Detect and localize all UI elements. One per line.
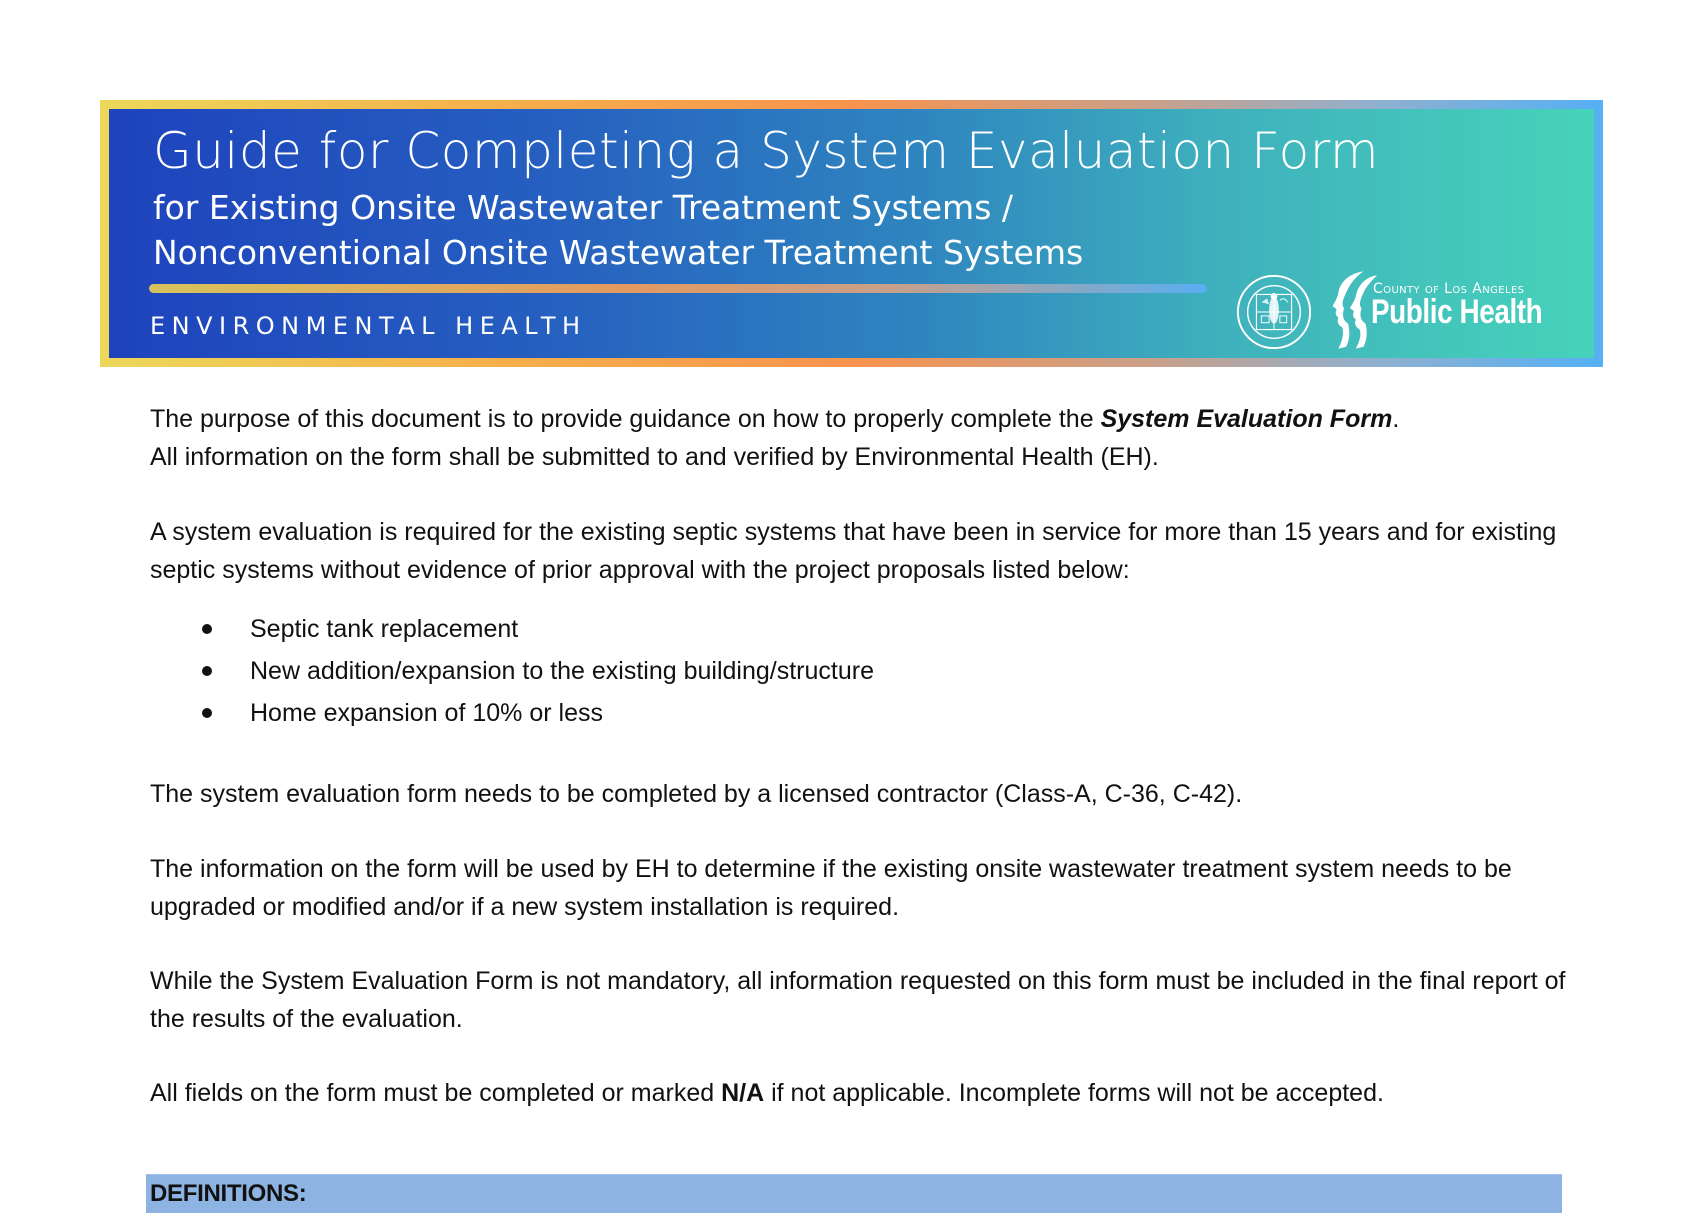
banner-panel	[109, 109, 1594, 358]
definitions-section-header	[146, 1174, 1562, 1213]
completion-paragraph	[150, 1075, 1570, 1113]
definitions-heading: DEFINITIONS:	[150, 1180, 307, 1207]
intro-period: .	[1392, 405, 1400, 433]
usage-paragraph: The information on the form will be used by EH to determine if the existing onsite wastewater treatment system needs to be upgraded or modified and/or if a new system installation is required.	[150, 855, 1512, 921]
intro-text: The purpose of this document is to provide guidance on how to properly complete the	[150, 405, 1101, 433]
contractor-paragraph: The system evaluation form needs to be completed by a licensed contractor (Class-A, C-36, C-42).	[150, 780, 1243, 808]
list-item	[150, 692, 874, 734]
logo-county-text: County of Los Angeles	[1373, 281, 1525, 297]
department-name: ENVIRONMENTAL HEALTH	[150, 312, 587, 340]
bullet-icon	[202, 624, 212, 634]
document-title: Guide for Completing a System Evaluation Form	[153, 122, 1380, 180]
list-item-text: Home expansion of 10% or less	[250, 699, 603, 727]
document-subtitle-line2: Nonconventional Onsite Wastewater Treatment Systems	[153, 233, 1084, 272]
logo-public-health-text: Public Health	[1371, 293, 1543, 331]
na-emphasis: N/A	[721, 1079, 765, 1107]
not-mandatory-paragraph: While the System Evaluation Form is not mandatory, all information requested on this form must be included in the final report of the results of the evaluation.	[150, 967, 1566, 1033]
list-item-text: New addition/expansion to the existing building/structure	[250, 657, 874, 685]
bullet-icon	[202, 708, 212, 718]
intro-paragraph	[150, 401, 1570, 476]
list-item	[150, 650, 874, 692]
banner-divider	[149, 284, 1207, 293]
intro-line2: All information on the form shall be submitted to and verified by Environmental Health (EH).	[150, 442, 1159, 471]
bullet-icon	[202, 666, 212, 676]
list-item	[150, 608, 874, 650]
county-seal-icon	[1235, 273, 1313, 351]
requirement-paragraph: A system evaluation is required for the existing septic systems that have been in service for more than 15 years and for existing septic systems without evidence of prior approval with the project proposals listed below:	[150, 518, 1557, 584]
list-item-text: Septic tank replacement	[250, 615, 519, 643]
form-name-emphasis: System Evaluation Form	[1100, 405, 1393, 433]
project-proposals-list	[150, 608, 874, 734]
header-banner	[100, 100, 1603, 367]
completion-text: All fields on the form must be completed or marked	[150, 1079, 722, 1107]
completion-text-end: if not applicable. Incomplete forms will not be accepted.	[764, 1079, 1384, 1107]
document-subtitle-line1: for Existing Onsite Wastewater Treatment Systems /	[153, 188, 1013, 227]
